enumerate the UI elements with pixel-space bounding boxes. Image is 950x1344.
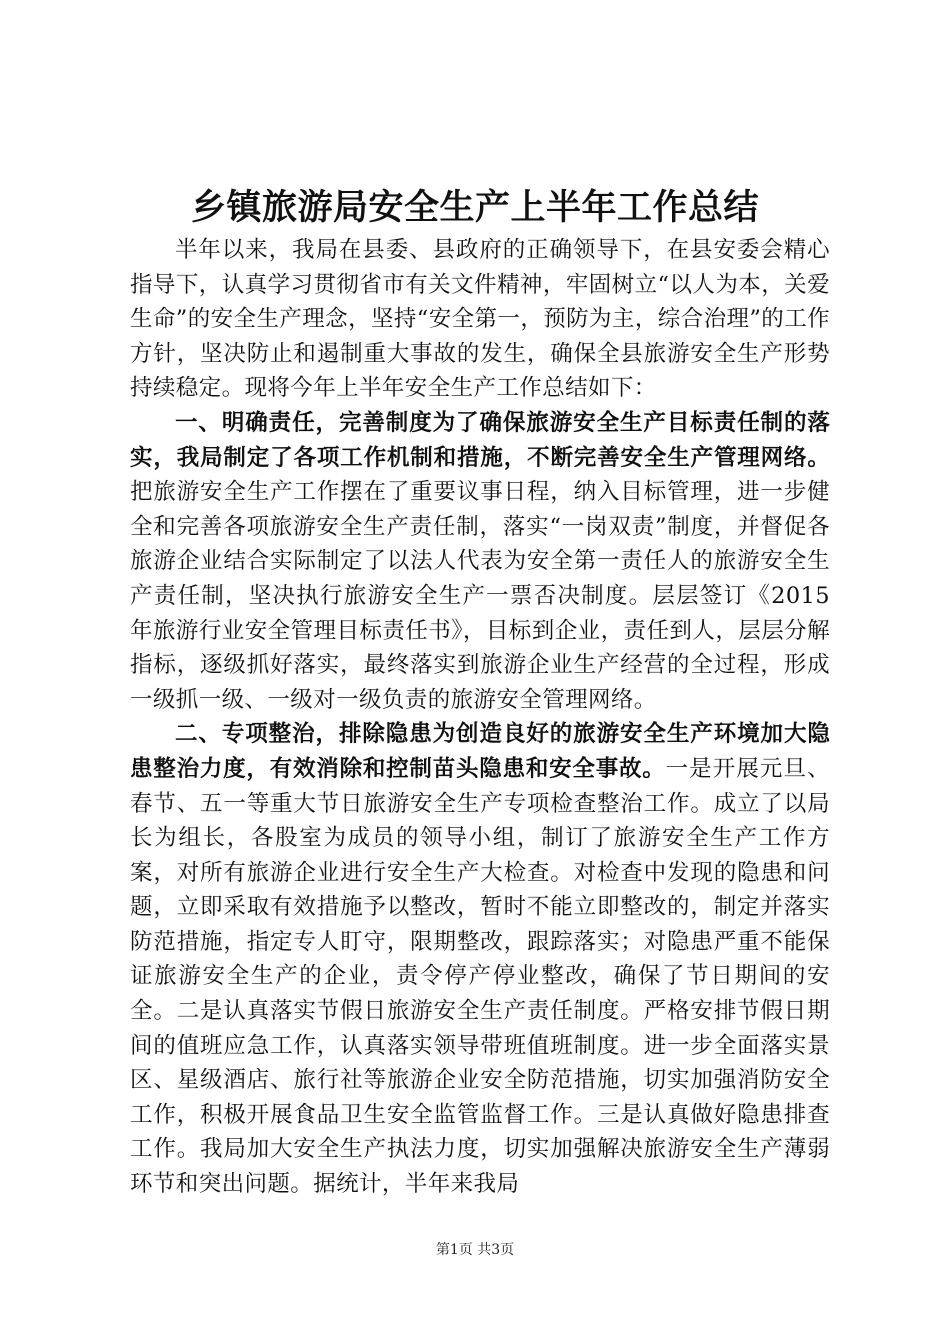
section-heading-1: 一、明确责任，完善制度为了确保旅游安全生产目标责任制的落实，我局制定了各项工作机制和措施，不断完善安全生产管理网络。 — [130, 409, 830, 471]
intro-paragraph: 半年以来，我局在县委、县政府的正确领导下，在县安委会精心指导下，认真学习贯彻省市有关文件精神，牢固树立“以人为本，关爱生命”的安全生产理念，坚持“安全第一，预防为主，综合治理”的工作方针，坚决防止和遏制重大事故的发生，确保全县旅游安全生产形势持续稳定。现将今年上半年安全生产工作总结如下： — [130, 237, 830, 402]
section-body-1: 把旅游安全生产工作摆在了重要议事日程，纳入目标管理，进一步健全和完善各项旅游安全生产责任制，落实“一岗双责”制度，并督促各旅游企业结合实际制定了以法人代表为安全第一责任人的旅游安全生产责任制，坚决执行旅游安全生产一票否决制度。层层签订《2015年旅游行业安全管理目标责任书》，目标到企业，责任到人，层层分解指标，逐级抓好落实，最终落实到旅游企业生产经营的全过程，形成一级抓一级、一级对一级负责的旅游安全管理网络。 — [130, 479, 830, 713]
page-footer: 第1页 共3页 — [435, 1242, 515, 1258]
document-body — [130, 233, 830, 1202]
section-paragraph-1 — [130, 406, 830, 717]
section-paragraph-2 — [130, 717, 830, 1201]
section-body-2: 一是开展元旦、春节、五一等重大节日旅游安全生产专项检查整治工作。成立了以局长为组长，各股室为成员的领导小组，制订了旅游安全生产工作方案，对所有旅游企业进行安全生产大检查。对检查中发现的隐患和问题，立即采取有效措施予以整改，暂时不能立即整改的，制定并落实防范措施，指定专人盯守，限期整改，跟踪落实；对隐患严重不能保证旅游安全生产的企业，责令停产停业整改，确保了节日期间的安全。二是认真落实节假日旅游安全生产责任制度。严格安排节假日期间的值班应急工作，认真落实领导带班值班制度。进一步全面落实景区、星级酒店、旅行社等旅游企业安全防范措施，切实加强消防安全工作，积极开展食品卫生安全监管监督工作。三是认真做好隐患排查工作。我局加大安全生产执法力度，切实加强解决旅游安全生产薄弱环节和突出问题。据统计，半年来我局 — [130, 755, 830, 1198]
document-title: 乡镇旅游局安全生产上半年工作总结 — [190, 187, 759, 228]
section-heading-2: 二、专项整治，排除隐患为创造良好的旅游安全生产环境加大隐患整治力度，有效消除和控制苗头隐患和安全事故。 — [130, 721, 830, 782]
